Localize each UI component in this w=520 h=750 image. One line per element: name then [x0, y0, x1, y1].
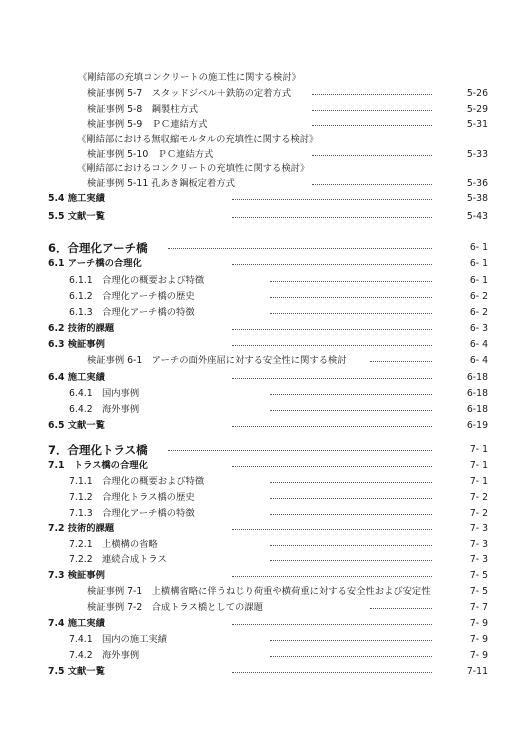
dot-leader: [232, 345, 432, 346]
toc-entry: [0, 568, 520, 584]
toc-entry: [0, 191, 520, 207]
toc-entry-label: 7.3 検証事例: [48, 570, 105, 581]
toc-entry-label: 《剛結部におけるコンクリートの充填性に関する検討》: [77, 163, 310, 174]
toc-entry-page-number: 6- 4: [469, 339, 488, 350]
toc-entry: [0, 402, 520, 418]
toc-entry-label: 5.5 文献一覧: [48, 211, 105, 222]
toc-entry-page-number: 6- 2: [469, 307, 488, 318]
toc-entry-label: 検証事例 5-10 ＰＣ連結方式: [87, 149, 214, 160]
toc-entry-page-number: 5-33: [466, 149, 488, 160]
toc-entry-page-number: 6-19: [466, 420, 488, 431]
toc-entry: [0, 418, 520, 434]
toc-entry-label: 7.4.2 海外事例: [69, 650, 140, 661]
toc-entry-label: 6.1 アーチ橋の合理化: [48, 258, 142, 269]
dot-leader: [232, 329, 432, 330]
dot-leader: [270, 640, 432, 641]
toc-entry-page-number: 7- 3: [469, 539, 488, 550]
toc-entry: [0, 132, 520, 148]
dot-leader: [370, 361, 432, 362]
toc-entry-page-number: 7- 2: [469, 492, 488, 503]
toc-entry-page-number: 7- 7: [469, 602, 488, 613]
toc-entry-page-number: 7- 3: [469, 523, 488, 534]
dot-leader: [270, 297, 432, 298]
toc-entry: [0, 506, 520, 522]
dot-leader: [168, 450, 432, 451]
toc-entry: [0, 552, 520, 568]
dot-leader: [232, 529, 432, 530]
toc-entry-page-number: 7- 1: [469, 460, 488, 471]
dot-leader: [370, 608, 432, 609]
dot-leader: [232, 264, 432, 265]
toc-entry-label: 6.4.2 海外事例: [69, 404, 140, 415]
toc-entry-page-number: 7- 1: [469, 476, 488, 487]
toc-entry-label: 《剛結部の充填コンクリートの施工性に関する検討》: [78, 72, 301, 83]
toc-entry-label: 7.1.1 合理化の概要および特徴: [69, 476, 205, 487]
toc-entry: [0, 490, 520, 506]
toc-entry-label: 7．合理化トラス橋: [48, 443, 148, 457]
toc-entry: [0, 161, 520, 177]
toc-entry-label: 検証事例 7-2 合成トラス橋としての課題: [87, 602, 263, 613]
toc-entry-label: 7.1.2 合理化トラス橋の歴史: [69, 492, 195, 503]
toc-entry-label: 7.1 トラス橋の合理化: [48, 460, 148, 471]
toc-entry: [0, 386, 520, 402]
toc-entry-page-number: 6- 4: [469, 355, 488, 366]
toc-entry-label: 6.3 検証事例: [48, 339, 105, 350]
toc-entry: [0, 632, 520, 648]
dot-leader: [312, 110, 432, 111]
dot-leader: [232, 624, 432, 625]
toc-entry: [0, 458, 520, 474]
dot-leader: [232, 378, 432, 379]
toc-entry-page-number: 5-43: [466, 211, 488, 222]
toc-entry: [0, 521, 520, 537]
toc-entry-label: 検証事例 5-9 ＰＣ連結方式: [87, 119, 208, 130]
toc-entry: [0, 370, 520, 386]
toc-entry-page-number: 6- 1: [469, 242, 488, 253]
toc-entry-page-number: 7-11: [466, 666, 488, 677]
toc-entry-label: 6.2 技術的課題: [48, 323, 115, 334]
toc-entry-label: 《剛結部における無収縮モルタルの充填性に関する検討》: [77, 134, 319, 145]
dot-leader: [270, 498, 432, 499]
toc-entry-page-number: 6-18: [466, 388, 488, 399]
toc-chapter-heading: [0, 240, 520, 256]
toc-entry-label: 6.1.2 合理化アーチ橋の歴史: [69, 291, 195, 302]
dot-leader: [270, 514, 432, 515]
toc-entry-page-number: 7- 3: [469, 554, 488, 565]
toc-entry-page-number: 6- 1: [469, 275, 488, 286]
dot-leader: [312, 94, 432, 95]
toc-entry-label: 検証事例 5-11 孔あき鋼板定着方式: [87, 178, 235, 189]
toc-entry-page-number: 7- 1: [469, 444, 488, 455]
dot-leader: [168, 248, 432, 249]
toc-entry-label: 検証事例 6-1 アーチの面外座屈に対する安全性に関する検討: [87, 355, 347, 366]
dot-leader: [232, 426, 432, 427]
toc-entry-label: 7.2.1 上横構の省略: [69, 539, 158, 550]
toc-entry-page-number: 7- 9: [469, 650, 488, 661]
toc-entry: [0, 321, 520, 337]
toc-entry: [0, 209, 520, 225]
dot-leader: [270, 281, 432, 282]
toc-chapter-heading: [0, 442, 520, 458]
dot-leader: [232, 576, 432, 577]
toc-entry: [0, 537, 520, 553]
toc-entry: [0, 305, 520, 321]
dot-leader: [270, 560, 432, 561]
toc-entry-label: 6.4 施工実績: [48, 372, 105, 383]
dot-leader: [312, 155, 432, 156]
dot-leader: [232, 217, 432, 218]
toc-entry: [0, 273, 520, 289]
toc-entry-label: 6.5 文献一覧: [48, 420, 105, 431]
toc-entry: [0, 600, 520, 616]
toc-entry-page-number: 5-38: [466, 193, 488, 204]
toc-entry-label: 5.4 施工実績: [48, 193, 105, 204]
toc-entry: [0, 176, 520, 192]
toc-entry-label: 7.2.2 連続合成トラス: [69, 554, 167, 565]
toc-entry-label: 検証事例 7-1 上横構省略に伴うねじり荷重や横荷重に対する安全性および安定性: [87, 586, 431, 597]
dot-leader: [270, 482, 432, 483]
toc-entry-page-number: 5-26: [466, 88, 488, 99]
toc-entry-page-number: 5-31: [466, 119, 488, 130]
toc-entry-label: 6.1.1 合理化の概要および特徴: [69, 275, 205, 286]
toc-entry-page-number: 5-29: [466, 104, 488, 115]
toc-entry-page-number: 6-18: [466, 404, 488, 415]
dot-leader: [270, 545, 432, 546]
toc-entry-label: 6．合理化アーチ橋: [48, 241, 148, 255]
toc-entry-label: 7.4.1 国内の施工実績: [69, 634, 168, 645]
toc-entry-page-number: 7- 5: [469, 570, 488, 581]
dot-leader: [232, 466, 432, 467]
toc-entry: [0, 256, 520, 272]
toc-entry: [0, 664, 520, 680]
toc-entry: [0, 117, 520, 133]
toc-entry-label: 7.5 文献一覧: [48, 666, 105, 677]
toc-entry-page-number: 5-36: [466, 178, 488, 189]
toc-entry-label: 検証事例 5-7 スタッドジベル＋鉄筋の定着方式: [87, 88, 292, 99]
toc-entry-page-number: 6- 2: [469, 291, 488, 302]
dot-leader: [232, 672, 432, 673]
toc-entry: [0, 86, 520, 102]
dot-leader: [232, 199, 432, 200]
toc-entry-page-number: 7- 9: [469, 618, 488, 629]
dot-leader: [312, 125, 432, 126]
toc-entry: [0, 70, 520, 86]
toc-entry: [0, 102, 520, 118]
dot-leader: [312, 184, 432, 185]
toc-entry-label: 6.1.3 合理化アーチ橋の特徴: [69, 307, 195, 318]
dot-leader: [270, 656, 432, 657]
toc-entry: [0, 289, 520, 305]
dot-leader: [270, 313, 432, 314]
dot-leader: [270, 410, 432, 411]
toc-entry-page-number: 7- 2: [469, 508, 488, 519]
toc-entry: [0, 337, 520, 353]
toc-entry-label: 検証事例 5-8 鋼製柱方式: [87, 104, 199, 115]
toc-entry-page-number: 7- 5: [469, 586, 488, 597]
toc-entry-page-number: 6-18: [466, 372, 488, 383]
toc-entry: [0, 616, 520, 632]
toc-entry-page-number: 6- 3: [469, 323, 488, 334]
toc-entry-label: 6.4.1 国内事例: [69, 388, 140, 399]
toc-entry: [0, 474, 520, 490]
dot-leader: [270, 394, 432, 395]
toc-entry-page-number: 7- 9: [469, 634, 488, 645]
toc-entry-page-number: 6- 1: [469, 258, 488, 269]
toc-entry: [0, 648, 520, 664]
toc-entry-label: 7.1.3 合理化アーチ橋の特徴: [69, 508, 195, 519]
toc-entry: [0, 353, 520, 369]
toc-entry: [0, 584, 520, 600]
toc-entry-label: 7.4 施工実績: [48, 618, 105, 629]
toc-entry-label: 7.2 技術的課題: [48, 523, 115, 534]
